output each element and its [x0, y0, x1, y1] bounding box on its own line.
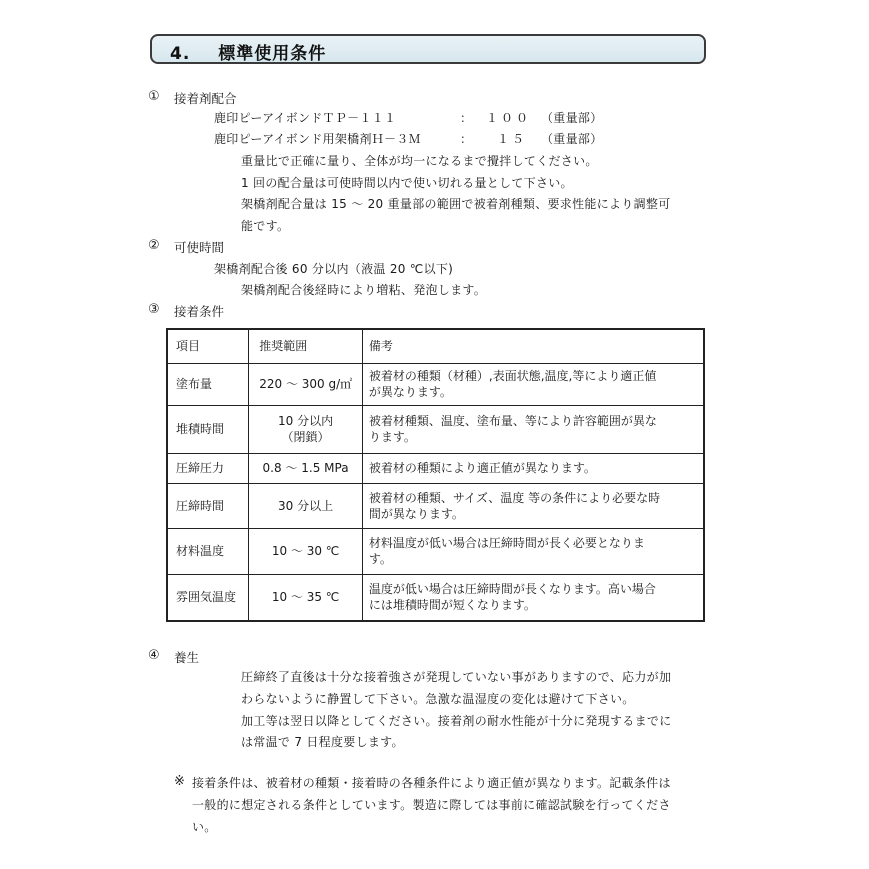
s4-line-2: わらないように静置して下さい。急激な温湿度の変化は避けて下さい。	[241, 692, 635, 706]
note-mark: ※	[174, 774, 185, 789]
header-remark: 備考	[362, 329, 704, 363]
mix-row-2-amount: １５	[497, 132, 528, 146]
row-range-line: （閉鎖）	[281, 430, 330, 444]
row-remark-line: 被着材種類、温度、塗布量、等により許容範囲が異な	[368, 414, 657, 428]
row-item: 圧締圧力	[167, 453, 249, 483]
mix-row-1-colon: ：	[460, 111, 473, 125]
row-remark-line: 温度が低い場合は圧締時間が長くなります。高い場合	[368, 582, 656, 597]
row-range	[249, 405, 363, 453]
table-row	[167, 453, 704, 483]
conditions-table	[166, 328, 705, 622]
table-row	[167, 574, 704, 621]
row-range-line: 10 分以内	[278, 414, 334, 428]
row-remark	[362, 483, 704, 528]
s1-mark: ①	[148, 89, 160, 104]
mix-row-2-colon: ：	[460, 132, 473, 146]
note-line-3: い。	[192, 820, 217, 834]
section-title	[170, 39, 326, 64]
table-header-row	[167, 329, 704, 363]
mix-row-1-amount: １００	[486, 111, 532, 125]
s4-line-3: 加工等は翌日以降としてください。接着剤の耐水性能が十分に発現するまでに	[241, 714, 672, 728]
s3-mark: ③	[148, 302, 160, 317]
row-remark-line: 材料温度が低い場合は圧締時間が長く必要となりま	[368, 536, 645, 550]
s1-note-4: 能です。	[241, 219, 290, 233]
row-remark	[362, 405, 704, 453]
row-remark-line: が異なります。	[368, 385, 452, 399]
row-range: 10 ～ 30 ℃	[249, 528, 363, 574]
s2-heading: 可使時間	[174, 240, 225, 255]
s2-mark: ②	[148, 238, 160, 253]
row-remark: 被着材の種類により適正値が異なります。	[362, 453, 704, 483]
note-line-2: 一般的に想定される条件としています。製造に際しては事前に確認試験を行ってくださ	[192, 798, 671, 812]
s4-mark: ④	[148, 648, 160, 663]
s4-line-4: は常温で 7 日程度要します。	[241, 735, 404, 749]
s2-line-2: 架橋剤配合後経時により増粘、発泡します。	[241, 283, 487, 297]
s1-note-1: 重量比で正確に量り、全体が均一になるまで攪拌してください。	[241, 154, 598, 168]
s3-heading: 接着条件	[174, 304, 225, 319]
header-range: 推奨範囲	[249, 329, 363, 363]
row-remark-line: 被着材の種類（材種）,表面状態,温度,等により適正値	[368, 369, 657, 383]
note-line-1: 接着条件は、被着材の種類・接着時の各種条件により適正値が異なります。記載条件は	[192, 776, 671, 790]
header-item: 項目	[167, 329, 249, 363]
row-remark-line: 被着材の種類、サイズ、温度 等の条件により必要な時	[368, 490, 661, 505]
row-item: 雰囲気温度	[167, 574, 249, 621]
s1-heading: 接着剤配合	[174, 91, 237, 106]
row-remark-line: す。	[368, 552, 392, 566]
table-row	[167, 528, 704, 574]
table-row	[167, 363, 704, 405]
s4-line-1: 圧締終了直後は十分な接着強さが発現していない事がありますので、応力が加	[241, 670, 672, 684]
row-remark	[362, 574, 704, 621]
row-range: 0.8 ～ 1.5 MPa	[249, 453, 363, 483]
mix-row-2-unit: （重量部）	[541, 132, 603, 146]
row-remark-line: には堆積時間が短くなります。	[368, 598, 536, 613]
s1-note-3: 架橋剤配合量は 15 ～ 20 重量部の範囲で被着剤種類、要求性能により調整可	[241, 197, 671, 211]
row-range: 10 ～ 35 ℃	[249, 574, 363, 621]
s4-heading: 養生	[174, 650, 200, 665]
row-item: 圧締時間	[167, 483, 249, 528]
row-remark	[362, 528, 704, 574]
mix-row-1-name: 鹿印ピーアイボンドＴＰ－１１１	[214, 111, 397, 125]
table-row	[167, 405, 704, 453]
row-item: 堆積時間	[167, 405, 249, 453]
s1-note-2: 1 回の配合量は可使時間以内で使い切れる量として下さい。	[241, 176, 573, 190]
row-range: 30 分以上	[249, 483, 363, 528]
mix-row-1-unit: （重量部）	[541, 111, 603, 125]
row-remark	[362, 363, 704, 405]
mix-row-2-name: 鹿印ピーアイボンド用架橋剤Ｈ－３Ｍ	[214, 132, 421, 146]
row-remark-line: ります。	[368, 430, 416, 444]
section-number: 4.	[170, 44, 191, 64]
table-row	[167, 483, 704, 528]
row-range: 220 ～ 300 g/㎡	[249, 363, 363, 405]
row-item: 塗布量	[167, 363, 249, 405]
row-remark-line: 間が異なります。	[368, 506, 464, 521]
s2-line-1: 架橋剤配合後 60 分以内（液温 20 ℃以下)	[214, 262, 454, 276]
row-item: 材料温度	[167, 528, 249, 574]
section-title-text: 標準使用条件	[218, 44, 327, 64]
